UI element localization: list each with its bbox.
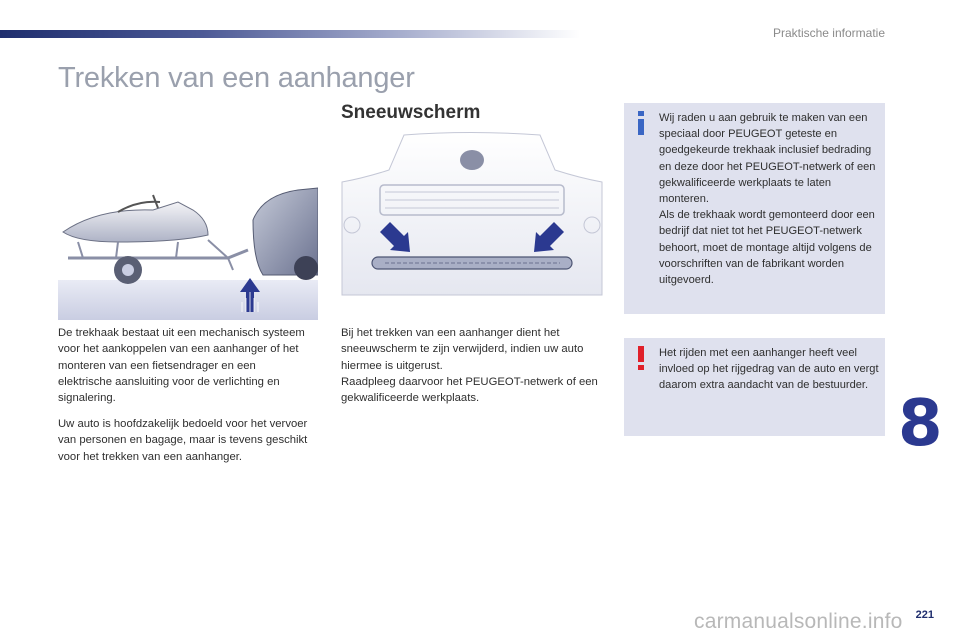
towing-illustration bbox=[58, 180, 318, 320]
snow-screen-text-1: Bij het trekken van een aanhanger dient het sneeuwscherm te zijn verwijderd, indien uw auto hiermee is uitgerust. bbox=[341, 327, 584, 372]
snow-screen-illustration bbox=[340, 130, 604, 298]
info-icon bbox=[634, 111, 648, 135]
info-text-1: Wij raden u aan gebruik te maken van een speciaal door PEUGEOT geteste en goedgekeurde trekhaak inclusief bedrading en deze door het PEUGEOT-netwerk of een gekwalificeerde werkplaats te laten monteren. bbox=[659, 112, 876, 206]
usage-paragraph: Uw auto is hoofdzakelijk bedoeld voor het vervoer van personen en bagage, maar is tevens geschikt voor het trekken van een aanhanger. bbox=[58, 418, 308, 463]
chapter-number: 8 bbox=[898, 387, 943, 461]
intro-paragraph: De trekhaak bestaat uit een mechanisch systeem voor het aankoppelen van een aanhanger of het monteren van een fietsendrager en een elektrische aansluiting voor de verlichting en signalering. bbox=[58, 327, 305, 405]
warning-icon bbox=[634, 346, 648, 370]
page-number: 221 bbox=[915, 609, 934, 621]
section-label: Praktische informatie bbox=[772, 26, 885, 40]
warning-text: Het rijden met een aanhanger heeft veel invloed op het rijgedrag van de auto en vergt daarom extra aandacht van de bestuurder. bbox=[659, 347, 879, 392]
info-box bbox=[624, 103, 885, 314]
info-text-2: Als de trekhaak wordt gemonteerd door een bedrijf dat niet tot het PEUGEOT-netwerk behoort, moet de montage altijd volgens de voorschriften van de fabrikant worden uitgevoerd. bbox=[659, 209, 875, 287]
section-heading: Sneeuwscherm bbox=[341, 102, 481, 123]
page-title: Trekken van een aanhanger bbox=[58, 62, 415, 94]
snow-screen-paragraph bbox=[341, 325, 606, 406]
header-gradient-bar bbox=[0, 30, 580, 38]
snow-screen-text-2: Raadpleeg daarvoor het PEUGEOT-netwerk of een gekwalificeerde werkplaats. bbox=[341, 375, 598, 405]
info-text bbox=[659, 110, 881, 288]
warning-box bbox=[624, 338, 885, 436]
watermark: carmanualsonline.info bbox=[694, 610, 903, 633]
